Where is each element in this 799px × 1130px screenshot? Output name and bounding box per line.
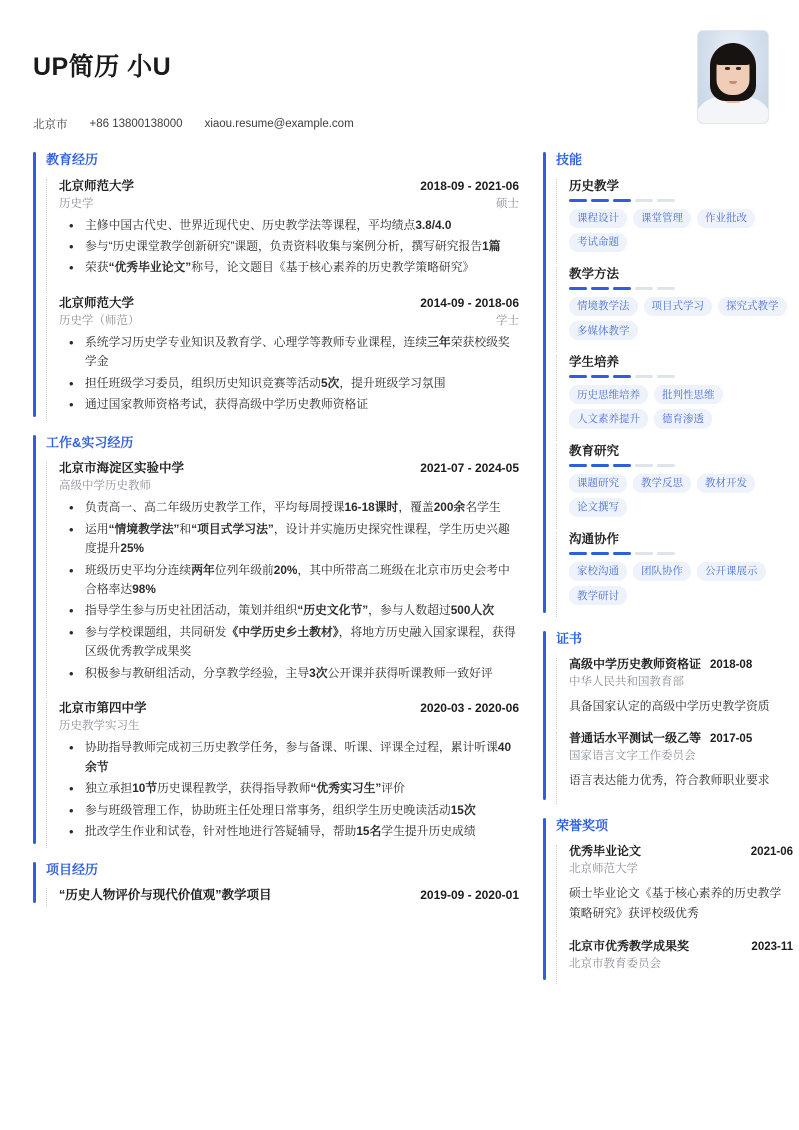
entry-role: 历史学: [59, 197, 94, 210]
skill-tag: 多媒体教学: [569, 321, 638, 340]
section-title: 荣誉奖项: [556, 818, 609, 833]
contact-line: [33, 116, 354, 132]
entry-head: [59, 885, 519, 903]
list-item: • 参与“历史课堂教学创新研究”课题，负责资料收集与案例分析，撰写研究报告1篇: [59, 237, 519, 256]
entry-date: 2019-09 - 2020-01: [420, 888, 519, 903]
entry-head: [59, 176, 519, 194]
section-accent-bar: [543, 818, 546, 980]
skill-tag: 公开课展示: [697, 562, 766, 581]
skill-group: [556, 441, 793, 529]
skill-tags: [569, 562, 793, 605]
list-item: • 批改学生作业和试卷，针对性地进行答疑辅导，帮助15名学生提升历史成绩: [59, 822, 519, 841]
skill-level-segment: [591, 199, 609, 202]
section-title: 证书: [556, 631, 583, 647]
skill-tag: 课程设计: [569, 209, 627, 228]
entry: [46, 458, 519, 698]
section-accent-bar: [33, 435, 36, 844]
contact-location: 北京市: [33, 119, 68, 131]
skill-level-segment: [613, 199, 631, 202]
award-date: 2023-11: [751, 940, 793, 953]
skill-level-meter: [569, 287, 793, 290]
skill-tag: 课题研究: [569, 474, 627, 493]
skill-tag: 作业批改: [697, 209, 755, 228]
skill-level-segment: [635, 199, 653, 202]
skill-name: 学生培养: [569, 355, 620, 370]
certificate-items: [543, 655, 793, 804]
skill-level-meter: [569, 464, 793, 467]
section-certificates: [543, 629, 793, 804]
main-column: [33, 150, 519, 996]
skill-level-segment: [569, 375, 587, 378]
entry-degree: 硕士: [496, 197, 519, 210]
award-title: 优秀毕业论文: [569, 843, 642, 858]
skill-tags: [569, 209, 793, 252]
certificate-issuer: 国家语言文字工作委员会: [569, 750, 696, 763]
entry-head: [59, 293, 519, 311]
entry-date: 2021-07 - 2024-05: [420, 461, 519, 476]
skill-group: [556, 176, 793, 264]
entry-points: [59, 333, 519, 415]
certificate-title: 普通话水平测试一级乙等: [569, 731, 702, 746]
award-item: [556, 937, 793, 984]
skill-level-segment: [613, 552, 631, 555]
certificate-head: [569, 655, 793, 672]
project-entries: [33, 885, 519, 907]
entry-org: 北京师范大学: [59, 178, 135, 193]
skill-level-segment: [613, 464, 631, 467]
entry: [46, 176, 519, 293]
list-item: • 指导学生参与历史社团活动，策划并组织“历史文化节”，参与人数超过500人次: [59, 601, 519, 620]
list-item: • 积极参与教研组活动，分享教学经验，主导3次公开课并获得听课教师一致好评: [59, 664, 519, 683]
education-entries: [33, 176, 519, 421]
skill-level-segment: [569, 199, 587, 202]
sidebar-column: [543, 150, 793, 996]
skill-level-segment: [657, 375, 675, 378]
skill-level-segment: [635, 375, 653, 378]
section-accent-bar: [33, 152, 36, 417]
skill-tag: 论文撰写: [569, 498, 627, 517]
award-item: [556, 842, 793, 937]
entry-org: 北京师范大学: [59, 295, 135, 310]
skill-level-segment: [591, 552, 609, 555]
entry-date: 2014-09 - 2018-06: [420, 295, 519, 310]
entry-points: [59, 216, 519, 278]
entry-head: [59, 698, 519, 716]
section-accent-bar: [33, 862, 36, 904]
skill-level-segment: [591, 464, 609, 467]
section-work: [33, 433, 519, 848]
entry-points: [59, 498, 519, 683]
skill-level-segment: [635, 464, 653, 467]
certificate-description: 具备国家认定的高级中学历史教学资质: [569, 698, 770, 713]
award-description: 硕士毕业论文《基于核心素养的历史教学策略研究》获评校级优秀: [569, 885, 782, 921]
certificate-date: 2018-08: [710, 658, 753, 671]
skill-level-segment: [635, 552, 653, 555]
section-title: 项目经历: [46, 861, 99, 877]
certificate-head: [569, 729, 793, 746]
page-title: UP简历 小U: [33, 53, 172, 81]
entry-sub: [59, 312, 519, 328]
skill-level-segment: [657, 287, 675, 290]
certificate-description: 语言表达能力优秀，符合教师职业要求: [569, 773, 770, 788]
skill-tag: 情境教学法: [569, 297, 638, 316]
entry-org: 北京市海淀区实验中学: [59, 461, 185, 476]
entry: [46, 885, 519, 907]
skill-group: [556, 264, 793, 352]
skill-level-segment: [657, 199, 675, 202]
skill-tag: 家校沟通: [569, 562, 627, 581]
entry-date: 2018-09 - 2021-06: [420, 178, 519, 193]
certificate-item: [556, 729, 793, 804]
skill-tag: 教材开发: [697, 474, 755, 493]
section-skills: [543, 150, 793, 617]
certificate-item: [556, 655, 793, 730]
section-title: 工作&实习经历: [46, 434, 134, 450]
list-item: • 参与学校课题组，共同研发《中学历史乡土教材》，将地方历史融入国家课程，获得区级优秀教学成果奖: [59, 623, 519, 662]
entry-head: [59, 458, 519, 476]
skill-group: [556, 529, 793, 617]
section-awards: [543, 816, 793, 984]
award-head: [569, 842, 793, 859]
skill-tag: 批判性思维: [654, 385, 723, 404]
section-accent-bar: [543, 152, 546, 613]
section-title: 技能: [556, 152, 583, 167]
skill-level-segment: [657, 552, 675, 555]
skill-tags: [569, 474, 793, 517]
skill-level-meter: [569, 375, 793, 378]
skill-tags: [569, 385, 793, 428]
skill-name: 沟通协作: [569, 531, 620, 546]
list-item: • 通过国家教师资格考试，获得高级中学历史教师资格证: [59, 395, 519, 414]
section-accent-bar: [543, 631, 546, 800]
skill-level-meter: [569, 199, 793, 202]
entry: [46, 698, 519, 847]
list-item: • 参与班级管理工作，协助班主任处理日常事务，组织学生历史晚读活动15次: [59, 801, 519, 820]
skill-level-segment: [569, 464, 587, 467]
entry-org: 北京市第四中学: [59, 701, 147, 716]
skill-tag: 德育渗透: [654, 409, 712, 428]
resume-header: [0, 0, 799, 132]
section-education: [33, 150, 519, 421]
skill-tag: 探究式教学: [718, 297, 787, 316]
skill-name: 教育研究: [569, 443, 620, 458]
certificate-issuer: 中华人民共和国教育部: [569, 675, 684, 688]
skill-name: 教学方法: [569, 266, 620, 281]
skill-tag: 课堂管理: [633, 209, 691, 228]
award-items: [543, 842, 793, 984]
entry: [46, 293, 519, 421]
award-title: 北京市优秀教学成果奖: [569, 938, 690, 953]
skill-level-segment: [613, 375, 631, 378]
skill-tag: 教学反思: [633, 474, 691, 493]
skill-tag: 团队协作: [633, 562, 691, 581]
entry-sub: [59, 717, 519, 733]
entry-date: 2020-03 - 2020-06: [420, 701, 519, 716]
entry-sub: [59, 195, 519, 211]
avatar: [697, 30, 769, 124]
skill-level-segment: [635, 287, 653, 290]
section-title: 教育经历: [46, 152, 99, 167]
skill-tag: 历史思维培养: [569, 385, 648, 404]
skill-tag: 人文素养提升: [569, 409, 648, 428]
work-entries: [33, 458, 519, 847]
entry-role: 历史学（师范）: [59, 314, 140, 327]
contact-email: xiaou.resume@example.com: [204, 118, 354, 130]
skill-level-segment: [613, 287, 631, 290]
entry-degree: 学士: [496, 314, 519, 327]
contact-phone: +86 13800138000: [89, 118, 183, 130]
entry-role: 高级中学历史教师: [59, 480, 151, 493]
skill-tags: [569, 297, 793, 340]
list-item: • 系统学习历史学专业知识及教育学、心理学等教师专业课程，连续三年荣获校级奖学金: [59, 333, 519, 372]
list-item: • 荣获“优秀毕业论文”称号，论文题目《基于核心素养的历史教学策略研究》: [59, 258, 519, 277]
list-item: • 主修中国古代史、世界近现代史、历史教学法等课程，平均绩点3.8/4.0: [59, 216, 519, 235]
list-item: • 协助指导教师完成初三历史教学任务，参与备课、听课、评课全过程，累计听课40余节: [59, 738, 519, 777]
skill-level-segment: [569, 287, 587, 290]
skill-groups: [543, 176, 793, 618]
entry-org: “历史人物评价与现代价值观”教学项目: [59, 888, 272, 903]
skill-level-meter: [569, 552, 793, 555]
skill-level-segment: [591, 287, 609, 290]
entry-points: [59, 738, 519, 841]
skill-level-segment: [591, 375, 609, 378]
skill-name: 历史教学: [569, 178, 620, 193]
list-item: • 担任班级学习委员，组织历史知识竞赛等活动5次，提升班级学习氛围: [59, 374, 519, 393]
skill-tag: 教学研讨: [569, 586, 627, 605]
header-left: [33, 30, 354, 132]
list-item: • 负责高一、高二年级历史教学工作，平均每周授课16-18课时，覆盖200余名学生: [59, 498, 519, 517]
entry-role: 历史教学实习生: [59, 720, 140, 733]
section-projects: [33, 860, 519, 908]
award-issuer: 北京市教育委员会: [569, 957, 661, 970]
resume-columns: [0, 132, 799, 996]
award-head: [569, 937, 793, 954]
skill-tag: 考试命题: [569, 233, 627, 252]
skill-tag: 项目式学习: [644, 297, 713, 316]
skill-level-segment: [657, 464, 675, 467]
certificate-title: 高级中学历史教师资格证: [569, 656, 702, 671]
award-issuer: 北京师范大学: [569, 862, 638, 875]
skill-level-segment: [569, 552, 587, 555]
entry-sub: [59, 477, 519, 493]
certificate-date: 2017-05: [710, 733, 753, 746]
skill-group: [556, 352, 793, 440]
list-item: • 独立承担10节历史课程教学，获得指导教师“优秀实习生”评价: [59, 779, 519, 798]
list-item: • 运用“情境教学法”和“项目式学习法”，设计并实施历史探究性课程，学生历史兴趣度提升25%: [59, 520, 519, 559]
award-date: 2021-06: [750, 845, 793, 858]
list-item: • 班级历史平均分连续两年位列年级前20%，其中所带高二班级在北京市历史会考中合格率达98%: [59, 561, 519, 600]
